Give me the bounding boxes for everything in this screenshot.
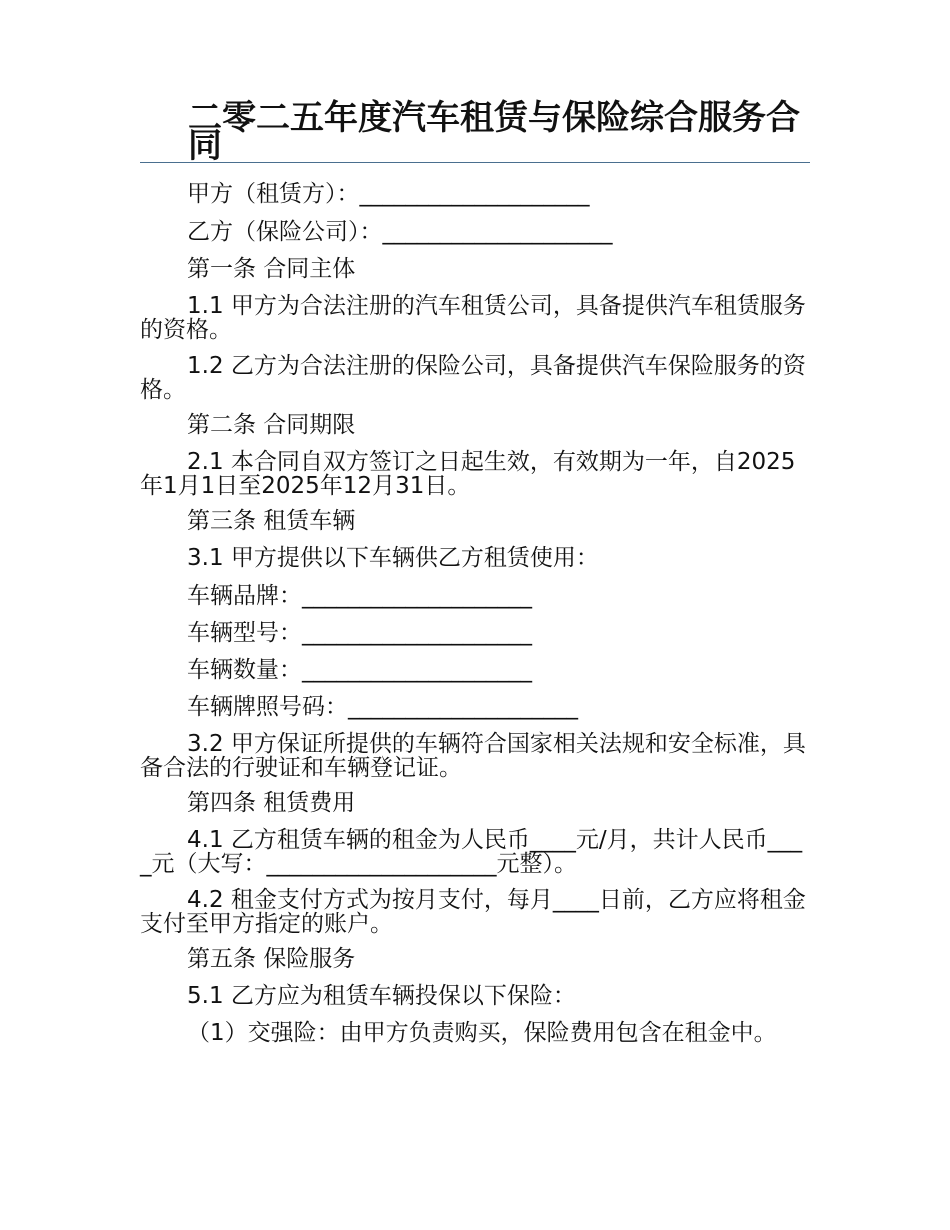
clause-1-1: 1.1 甲方为合法注册的汽车租赁公司，具备提供汽车租赁服务的资格。 [140,293,806,343]
title-block [140,98,810,166]
vehicle-brand-line: 车辆品牌：____________________ [187,583,532,609]
clause-4-1: 4.1 乙方租赁车辆的租金为人民币____元/月，共计人民币____元（大写：____________________元整）。 [140,827,803,877]
clause-4-2: 4.2 租金支付方式为按月支付，每月____日前，乙方应将租金支付至甲方指定的账户。 [140,887,806,937]
article-1-heading: 第一条 合同主体 [187,256,356,282]
vehicle-plate-line: 车辆牌照号码：____________________ [187,694,578,720]
article-2-heading: 第二条 合同期限 [187,412,356,438]
party-b-line: 乙方（保险公司）：____________________ [187,219,613,245]
document-title: 二零二五年度汽车租赁与保险综合服务合同 [188,98,800,166]
article-4-heading: 第四条 租赁费用 [187,790,356,816]
clause-2-1: 2.1 本合同自双方签订之日起生效，有效期为一年，自2025年1月1日至2025年12月31日。 [140,449,796,499]
vehicle-model-line: 车辆型号：____________________ [187,620,532,646]
clause-1-2: 1.2 乙方为合法注册的保险公司，具备提供汽车保险服务的资格。 [140,353,806,403]
clause-3-1: 3.1 甲方提供以下车辆供乙方租赁使用： [187,545,599,571]
party-a-line: 甲方（租赁方）：____________________ [187,181,590,207]
article-5-heading: 第五条 保险服务 [187,946,356,972]
clause-5-1: 5.1 乙方应为租赁车辆投保以下保险： [187,983,576,1009]
article-3-heading: 第三条 租赁车辆 [187,508,356,534]
clause-3-2: 3.2 甲方保证所提供的车辆符合国家相关法规和安全标准，具备合法的行驶证和车辆登记证。 [140,731,806,781]
insurance-item-1: （1）交强险：由甲方负责购买，保险费用包含在租金中。 [187,1020,777,1046]
vehicle-quantity-line: 车辆数量：____________________ [187,657,532,683]
